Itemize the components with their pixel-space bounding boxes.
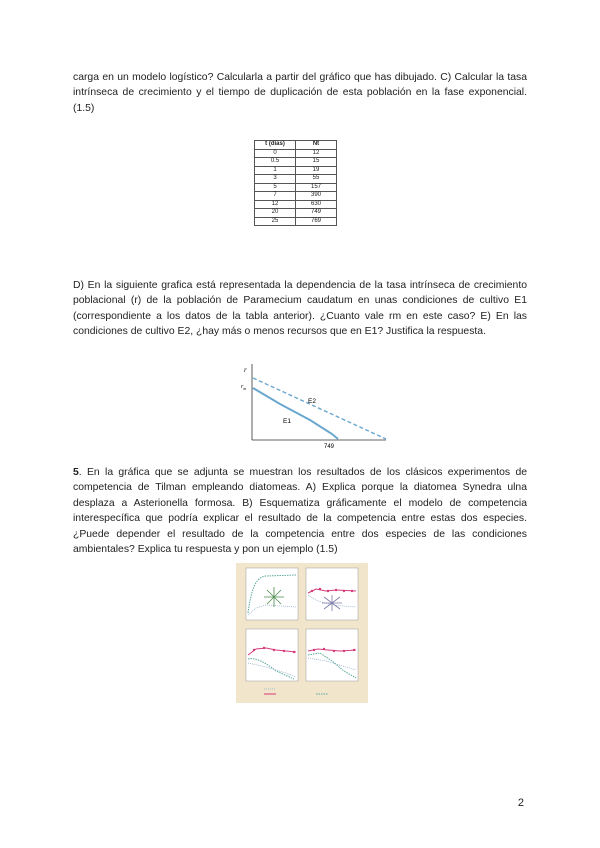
table-cell: 769 [296, 217, 337, 226]
table-cell: 19 [296, 166, 337, 175]
synedra-icon [322, 595, 342, 611]
x-tick-label: 749 [324, 444, 335, 450]
table-cell: 7 [255, 192, 296, 201]
table-cell: 20 [255, 209, 296, 218]
paragraph-question-5 [73, 465, 527, 557]
table-header-cell: Nt [296, 141, 337, 150]
table-row [255, 183, 337, 192]
table-cell: 1 [255, 166, 296, 175]
growth-rate-graph [240, 360, 390, 452]
table-row [255, 200, 337, 209]
table-header-cell: t (días) [255, 141, 296, 150]
y-axis-label: r [244, 366, 247, 374]
asterionella-icon [264, 587, 284, 607]
table-cell: 25 [255, 217, 296, 226]
table-row [255, 166, 337, 175]
page-number: 2 [517, 797, 524, 809]
table-cell: 0 [255, 149, 296, 158]
table-cell: 157 [296, 183, 337, 192]
rm-tick-label: $r_m$ [241, 384, 247, 391]
question-5-text: . En la gráfica que se adjunta se muestran los resultados de los clásicos experimentos de competencia de Tilman empleando diatomeas. A) Explica porque la diatomea Synedra ulna desplaza a Asterionella formosa. B) Esquematiza gráficamente el modelo de competencia interespecífica que podría explicar el resultado de la competencia entre estas dos especies. ¿Puede depender el resultado de la competencia entre dos especies de las condiciones ambientales? Explica tu respuesta y pon un ejemplo (1.5) [73, 467, 527, 556]
panel-c [246, 629, 298, 681]
table-cell: 749 [296, 209, 337, 218]
table-cell: 15 [296, 158, 337, 167]
table-row [255, 217, 337, 226]
table-row [255, 192, 337, 201]
paragraph-question-d: D) En la siguiente grafica está representada la dependencia de la tasa intrínseca de crecimiento poblacional (r) de la población de Paramecium caudatum en unas condiciones de cultivo E1 (correspondiente a los datos de la tabla anterior). ¿Cuanto vale rm en este caso? E) En las condiciones de cultivo E2, ¿hay más o menos recursos que en E1? Justifica la respuesta. [73, 280, 527, 338]
panel-d [306, 629, 358, 681]
table-cell: 5 [255, 183, 296, 192]
panel-a [246, 568, 298, 620]
table-row [255, 175, 337, 184]
e2-label: E2 [308, 398, 316, 405]
population-data-table [254, 140, 337, 226]
table-cell: 0.5 [255, 158, 296, 167]
question-number: 5 [73, 467, 79, 478]
table-cell: 390 [296, 192, 337, 201]
table-cell: 630 [296, 200, 337, 209]
table-cell: 12 [296, 149, 337, 158]
e1-label: E1 [283, 418, 291, 425]
panel-b [306, 568, 358, 620]
e1-line [253, 388, 338, 439]
e2-line [253, 378, 386, 439]
table-cell: 3 [255, 175, 296, 184]
paragraph-continuation: carga en un modelo logístico? Calcularla a partir del gráfico que has dibujado. C) Calcular la tasa intrínseca de crecimiento y el tiempo de duplicación de esta población en la fase exponencial. (1.5) [73, 72, 527, 114]
tilman-competition-figure [236, 563, 368, 703]
table-cell: 12 [255, 200, 296, 209]
table-cell: 55 [296, 175, 337, 184]
table-row [255, 209, 337, 218]
table-row [255, 149, 337, 158]
table-row [255, 158, 337, 167]
